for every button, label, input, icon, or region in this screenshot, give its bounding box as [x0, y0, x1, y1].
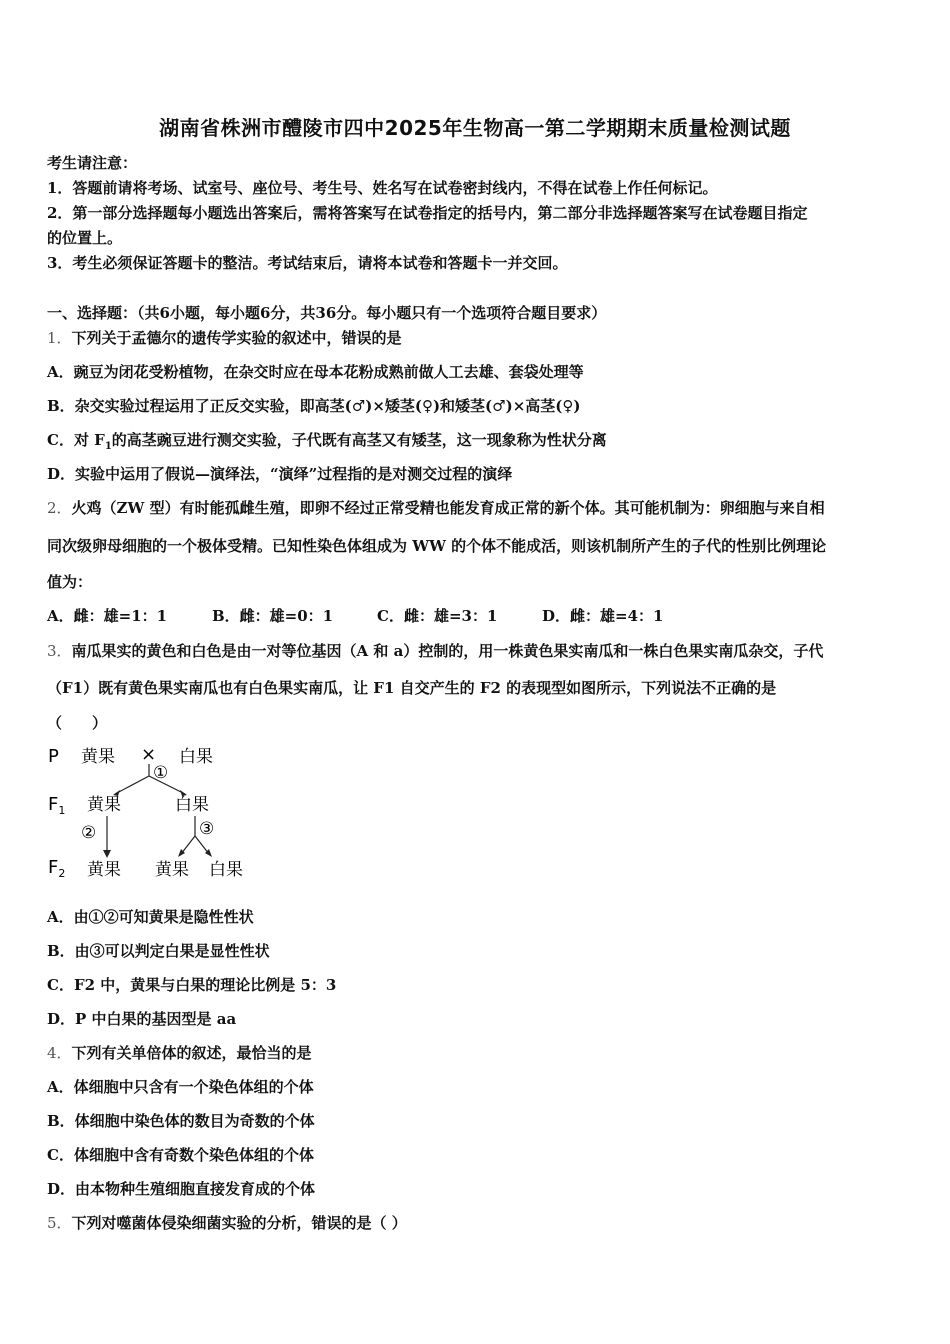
question-3-line-1	[47, 640, 907, 661]
q4-option-d: D．由本物种生殖细胞直接发育成的个体	[47, 1180, 316, 1198]
inheritance-diagram	[45, 738, 265, 888]
question-number: 1．	[47, 329, 72, 347]
question-1-stem	[47, 327, 907, 348]
q4-option-b: B．体细胞中染色体的数目为奇数的个体	[47, 1112, 315, 1130]
q1-option-c	[47, 429, 907, 452]
q2-option-c: C．雌：雄=3：1	[377, 607, 498, 625]
f2-yellow-label: 黄果	[87, 860, 121, 880]
question-2-line-2: 同次级卵母细胞的一个极体受精。已知性染色体组成为 WW 的个体不能成活，则该机制所产生的子代的性别比例理论	[47, 537, 827, 555]
q2-option-b: B．雌：雄=0：1	[212, 607, 334, 625]
q4-option-c: C．体细胞中含有奇数个染色体组的个体	[47, 1146, 314, 1164]
q1-option-a: A．豌豆为闭花受粉植物，在杂交时应在母本花粉成熟前做人工去雄、套袋处理等	[47, 363, 584, 381]
q3-option-b: B．由③可以判定白果是显性性状	[47, 942, 270, 960]
step-1-marker: ①	[153, 763, 169, 783]
q1-option-b: B．杂交实验过程运用了正反交实验，即高茎(♂)×矮茎(♀)和矮茎(♂)×高茎(♀)	[47, 397, 581, 415]
option-text: C．对 F	[47, 431, 105, 449]
question-text: 下列对噬菌体侵染细菌实验的分析，错误的是（ ）	[71, 1214, 407, 1232]
notice-heading: 考生请注意：	[47, 154, 138, 172]
arrowhead	[103, 850, 111, 858]
label-f1: $F_1$	[48, 794, 66, 817]
question-text: 火鸡（ZW 型）有时能孤雌生殖，即卵不经过正常受精也能发育成正常的新个体。其可能机制为：卵细胞与来自相	[71, 499, 825, 517]
q4-option-a: A．体细胞中只含有一个染色体组的个体	[47, 1078, 314, 1096]
cross-symbol: ×	[141, 744, 157, 765]
subscript: 1	[104, 441, 112, 452]
label-p: P	[48, 746, 59, 767]
q3-option-a: A．由①②可知黄果是隐性性状	[47, 908, 254, 926]
step-3-marker: ③	[199, 819, 215, 839]
q1-option-d: D．实验中运用了假说—演绎法，“演绎”过程指的是对测交过程的演绎	[47, 465, 513, 483]
label-f2: $F_2$	[48, 857, 66, 880]
q2-option-a: A．雌：雄=1：1	[47, 607, 168, 625]
question-text: 下列关于孟德尔的遗传学实验的叙述中，错误的是	[71, 329, 402, 347]
exam-title: 湖南省株洲市醴陵市四中2025年生物高一第二学期期末质量检测试题	[159, 116, 791, 140]
p-white-label: 白果	[179, 747, 213, 767]
notice-item-2: 2．第一部分选择题每小题选出答案后，需将答案写在试卷指定的括号内，第二部分非选择题答案写在试卷题目指定	[47, 204, 808, 222]
question-number: 5．	[47, 1214, 72, 1232]
f1-yellow-label: 黄果	[87, 795, 121, 815]
notice-item-2-cont: 的位置上。	[47, 229, 123, 247]
p-yellow-label: 黄果	[81, 747, 115, 767]
f2-yellow-label-2: 黄果	[155, 860, 189, 880]
question-4-stem	[47, 1042, 907, 1063]
question-number: 3．	[47, 642, 72, 660]
question-3-line-3: （ ）	[47, 714, 108, 732]
question-3-line-2: （F1）既有黄色果实南瓜也有白色果实南瓜，让 F1 自交产生的 F2 的表现型如图所示，下列说法不正确的是	[47, 679, 777, 697]
f2-white-label: 白果	[209, 860, 243, 880]
q2-option-d: D．雌：雄=4：1	[542, 607, 664, 625]
q3-option-c: C．F2 中，黄果与白果的理论比例是 5：3	[47, 976, 337, 994]
p-left-arrow	[115, 776, 149, 794]
q2-options	[47, 605, 907, 625]
question-text: 下列有关单倍体的叙述，最恰当的是	[71, 1044, 312, 1062]
question-2-line-1	[47, 497, 907, 518]
question-number: 4．	[47, 1044, 72, 1062]
q3-option-d: D．P 中白果的基因型是 aa	[47, 1010, 237, 1028]
notice-item-1: 1．答题前请将考场、试室号、座位号、考生号、姓名写在试卷密封线内，不得在试卷上作任何标记。	[47, 179, 718, 197]
question-text: 南瓜果实的黄色和白色是由一对等位基因（A 和 a）控制的，用一株黄色果实南瓜和一株白色果实南瓜杂交，子代	[71, 642, 824, 660]
section-heading: 一、选择题：（共6小题，每小题6分，共36分。每小题只有一个选项符合题目要求）	[47, 304, 607, 322]
question-number: 2．	[47, 499, 72, 517]
notice-item-3: 3．考生必须保证答题卡的整洁。考试结束后，请将本试卷和答题卡一并交回。	[47, 254, 568, 272]
option-text: 的高茎豌豆进行测交实验，子代既有高茎又有矮茎，这一现象称为性状分离	[111, 431, 607, 449]
question-5-stem	[47, 1212, 907, 1233]
f1-white-label: 白果	[175, 795, 209, 815]
question-2-line-3: 值为：	[47, 573, 93, 591]
step-2-marker: ②	[81, 823, 97, 843]
